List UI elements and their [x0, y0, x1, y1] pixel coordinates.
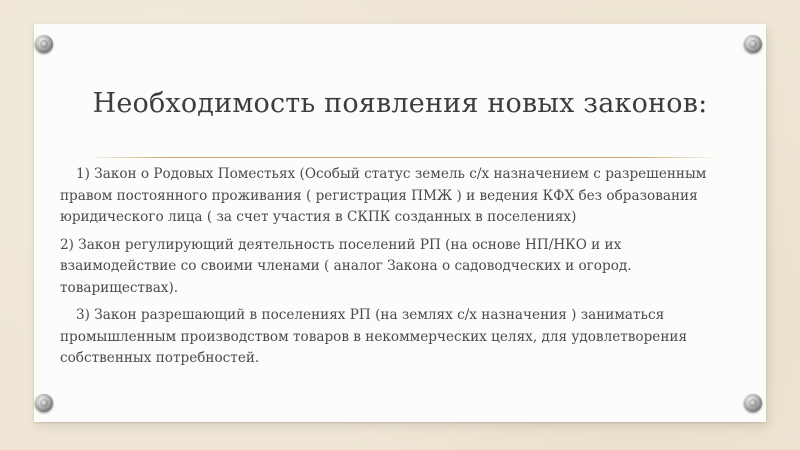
law-item-2: [60, 235, 750, 300]
pushpin-icon-bottom-right: [744, 394, 762, 412]
text-line: юридического лица ( за счет участия в СКПК созданных в поселениях): [60, 209, 577, 225]
text-line: промышленным производством товаров в некоммерческих целях, для удовлетворения: [60, 328, 688, 345]
title-divider: [93, 157, 710, 158]
text-line: 2) Закон регулирующий деятельность поселений РП (на основе НП/НКО и их: [60, 236, 622, 253]
text-line: собственных потребностей.: [60, 350, 260, 366]
law-item-1: [60, 164, 750, 229]
slide-body: [60, 164, 750, 376]
text-line: 1) Закон о Родовых Поместьях (Особый статус земель с/х назначением с разрешенным: [76, 166, 707, 182]
pushpin-icon-top-left: [35, 35, 53, 53]
pushpin-icon-top-right: [744, 35, 762, 53]
text-line: взаимодействие со своими членами ( аналог Закона о садоводческих и огород.: [60, 258, 632, 274]
text-line: 3) Закон разрешающий в поселениях РП (на землях с/х назначения ) заниматься: [76, 307, 665, 323]
slide-title: Необходимость появления новых законов:: [92, 88, 708, 119]
pushpin-icon-bottom-left: [35, 394, 53, 412]
text-line: товариществах).: [60, 279, 179, 296]
text-line: правом постоянного проживания ( регистрация ПМЖ ) и ведения КФХ без образования: [60, 187, 698, 204]
law-item-3: [60, 305, 750, 370]
